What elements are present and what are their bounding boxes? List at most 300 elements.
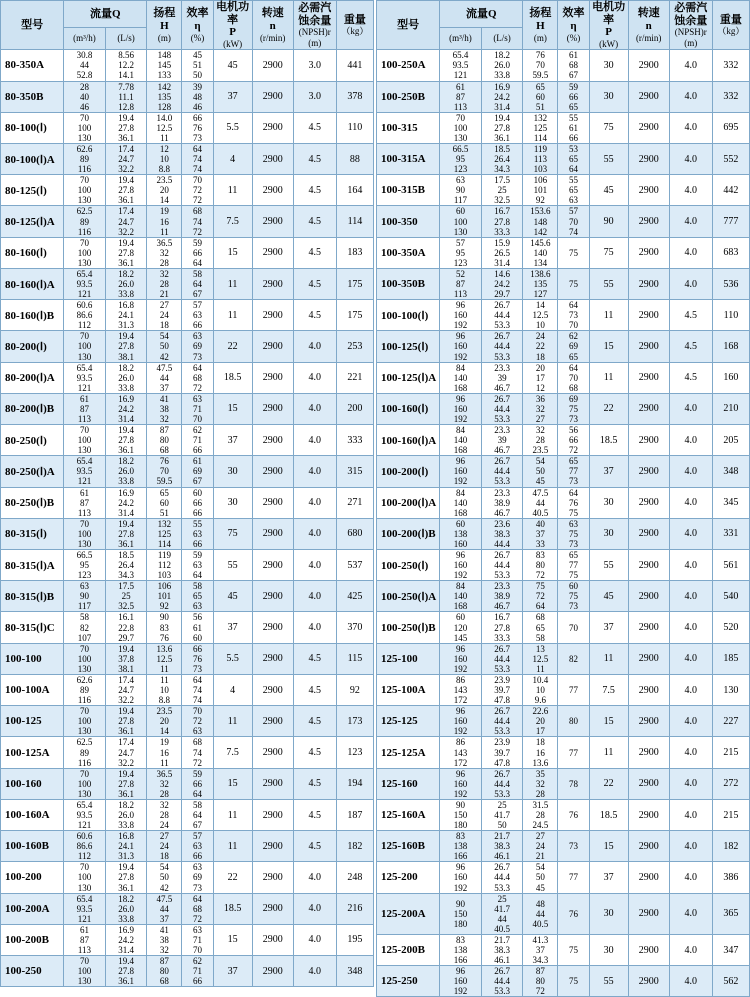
cell-weight: 114 xyxy=(336,206,373,237)
cell-model: 100-200B xyxy=(1,924,64,955)
cell-efficiency: 58 65 63 xyxy=(182,581,213,612)
cell-efficiency: 63 71 70 xyxy=(182,393,213,424)
cell-flow-ls: 17.4 24.7 32.2 xyxy=(105,737,147,768)
cell-speed: 2900 xyxy=(628,487,669,518)
cell-head: 142 135 128 xyxy=(147,81,182,112)
cell-power: 37 xyxy=(589,456,628,487)
cell-power: 22 xyxy=(589,768,628,799)
cell-efficiency: 39 48 46 xyxy=(182,81,213,112)
cell-head: 106 101 92 xyxy=(523,175,558,206)
cell-flow-m3h: 96 160 192 xyxy=(440,393,482,424)
cell-weight: 110 xyxy=(336,112,373,143)
table-row xyxy=(1,581,374,612)
cell-flow-m3h: 61 87 113 xyxy=(64,924,106,955)
left-table-container xyxy=(0,0,374,997)
table-row xyxy=(1,799,374,830)
cell-power: 45 xyxy=(213,581,252,612)
cell-power: 11 xyxy=(213,706,252,737)
cell-speed: 2900 xyxy=(252,143,293,174)
cell-weight: 215 xyxy=(712,799,749,830)
cell-model: 100-125(Ⅰ)A xyxy=(377,362,440,393)
table-row xyxy=(1,237,374,268)
cell-flow-m3h: 84 140 168 xyxy=(440,362,482,393)
cell-speed: 2900 xyxy=(252,674,293,705)
cell-npsh: 4.0 xyxy=(293,425,336,456)
cell-speed: 2900 xyxy=(252,831,293,862)
cell-npsh: 4.0 xyxy=(293,331,336,362)
cell-weight: 168 xyxy=(712,331,749,362)
cell-speed: 2900 xyxy=(628,393,669,424)
cell-flow-ls: 18.5 26.4 34.3 xyxy=(481,143,523,174)
col-flow: 流量Q xyxy=(64,1,147,28)
table-row xyxy=(377,674,750,705)
cell-speed: 2900 xyxy=(252,768,293,799)
cell-efficiency: 78 xyxy=(558,768,589,799)
cell-flow-m3h: 58 82 107 xyxy=(64,612,106,643)
col-speed xyxy=(252,1,293,50)
cell-npsh: 4.5 xyxy=(293,768,336,799)
cell-flow-m3h: 96 160 192 xyxy=(440,706,482,737)
cell-efficiency: 80 xyxy=(558,706,589,737)
cell-flow-m3h: 70 100 130 xyxy=(64,768,106,799)
col-weight xyxy=(336,1,373,50)
pump-spec-table-right xyxy=(376,0,750,997)
cell-weight: 552 xyxy=(712,143,749,174)
cell-efficiency: 61 69 67 xyxy=(182,456,213,487)
cell-speed: 2900 xyxy=(252,737,293,768)
cell-weight: 187 xyxy=(336,799,373,830)
table-row xyxy=(1,737,374,768)
cell-efficiency: 64 68 72 xyxy=(182,893,213,924)
cell-power: 4 xyxy=(213,143,252,174)
cell-weight: 348 xyxy=(336,956,373,987)
cell-npsh: 4.0 xyxy=(669,934,712,965)
cell-flow-ls: 23.9 39.7 47.8 xyxy=(481,674,523,705)
cell-efficiency: 62 69 65 xyxy=(558,331,589,362)
cell-speed: 2900 xyxy=(252,612,293,643)
table-row xyxy=(1,768,374,799)
cell-flow-m3h: 70 100 130 xyxy=(64,112,106,143)
cell-flow-ls: 19.4 27.8 36.1 xyxy=(105,518,147,549)
table-row xyxy=(377,393,750,424)
cell-flow-ls: 19.4 27.8 36.1 xyxy=(105,862,147,893)
cell-weight: 115 xyxy=(336,643,373,674)
cell-model: 100-125 xyxy=(1,706,64,737)
cell-head: 14.0 12.5 11 xyxy=(147,112,182,143)
table-row xyxy=(1,831,374,862)
cell-power: 55 xyxy=(589,268,628,299)
cell-flow-m3h: 70 100 130 xyxy=(64,643,106,674)
cell-power: 11 xyxy=(589,362,628,393)
cell-speed: 2900 xyxy=(628,893,669,934)
cell-efficiency: 61 68 67 xyxy=(558,50,589,81)
cell-power: 11 xyxy=(213,799,252,830)
cell-flow-ls: 26.7 44.4 53.3 xyxy=(481,643,523,674)
cell-head: 27 24 18 xyxy=(147,300,182,331)
cell-speed: 2900 xyxy=(252,300,293,331)
cell-power: 37 xyxy=(589,612,628,643)
cell-npsh: 4.0 xyxy=(669,674,712,705)
cell-flow-m3h: 70 100 130 xyxy=(64,862,106,893)
table-row xyxy=(377,737,750,768)
cell-speed: 2900 xyxy=(628,456,669,487)
cell-weight: 88 xyxy=(336,143,373,174)
cell-efficiency: 76 xyxy=(558,893,589,934)
col-power-unit: (kW) xyxy=(599,38,619,49)
cell-efficiency: 70 72 72 xyxy=(182,175,213,206)
cell-efficiency: 77 xyxy=(558,862,589,893)
table-row xyxy=(377,643,750,674)
cell-speed: 2900 xyxy=(252,456,293,487)
cell-flow-m3h: 57 95 123 xyxy=(440,237,482,268)
cell-power: 15 xyxy=(213,237,252,268)
cell-flow-ls: 26.7 44.4 53.3 xyxy=(481,966,523,997)
col-head xyxy=(147,1,182,50)
cell-weight: 175 xyxy=(336,268,373,299)
cell-power: 75 xyxy=(589,237,628,268)
cell-weight: 562 xyxy=(712,966,749,997)
col-npsh xyxy=(669,1,712,50)
cell-flow-ls: 25 41.7 50 xyxy=(481,799,523,830)
cell-efficiency: 60 75 73 xyxy=(558,581,589,612)
cell-speed: 2900 xyxy=(628,768,669,799)
cell-speed: 2900 xyxy=(252,706,293,737)
cell-npsh: 4.5 xyxy=(293,112,336,143)
cell-head: 54 50 42 xyxy=(147,862,182,893)
cell-efficiency: 57 70 74 xyxy=(558,206,589,237)
cell-model: 80-160(Ⅰ) xyxy=(1,237,64,268)
cell-npsh: 4.0 xyxy=(293,924,336,955)
col-eff-unit: (%) xyxy=(566,32,581,43)
cell-model: 100-100 xyxy=(1,643,64,674)
cell-efficiency: 59 63 64 xyxy=(182,550,213,581)
table-row xyxy=(377,456,750,487)
cell-speed: 2900 xyxy=(628,425,669,456)
cell-flow-m3h: 66.5 95 123 xyxy=(440,143,482,174)
cell-head: 32 28 21 xyxy=(147,268,182,299)
cell-power: 55 xyxy=(589,966,628,997)
cell-model: 80-315(Ⅰ)A xyxy=(1,550,64,581)
cell-efficiency: 77 xyxy=(558,674,589,705)
cell-weight: 683 xyxy=(712,237,749,268)
cell-model: 125-125A xyxy=(377,737,440,768)
cell-power: 55 xyxy=(589,550,628,581)
cell-speed: 2900 xyxy=(628,612,669,643)
cell-npsh: 4.0 xyxy=(669,487,712,518)
cell-weight: 123 xyxy=(336,737,373,768)
cell-flow-m3h: 96 160 192 xyxy=(440,300,482,331)
cell-weight: 332 xyxy=(712,50,749,81)
cell-power: 30 xyxy=(213,487,252,518)
cell-weight: 205 xyxy=(712,425,749,456)
table-row xyxy=(1,550,374,581)
cell-head: 36 32 27 xyxy=(523,393,558,424)
cell-npsh: 3.0 xyxy=(293,50,336,81)
col-power xyxy=(589,1,628,50)
cell-head: 27 24 21 xyxy=(523,831,558,862)
cell-weight: 370 xyxy=(336,612,373,643)
cell-weight: 536 xyxy=(712,268,749,299)
cell-weight: 182 xyxy=(336,831,373,862)
cell-power: 37 xyxy=(589,862,628,893)
cell-efficiency: 70 72 63 xyxy=(182,706,213,737)
cell-weight: 332 xyxy=(712,81,749,112)
cell-speed: 2900 xyxy=(252,112,293,143)
cell-speed: 2900 xyxy=(252,175,293,206)
cell-flow-m3h: 84 140 168 xyxy=(440,425,482,456)
col-efficiency xyxy=(182,1,213,50)
cell-head: 22.6 20 17 xyxy=(523,706,558,737)
cell-npsh: 4.5 xyxy=(293,831,336,862)
cell-efficiency: 55 65 63 xyxy=(558,175,589,206)
cell-model: 125-200 xyxy=(377,862,440,893)
cell-npsh: 4.0 xyxy=(669,456,712,487)
cell-power: 30 xyxy=(213,456,252,487)
table-row xyxy=(1,674,374,705)
cell-speed: 2900 xyxy=(252,581,293,612)
cell-flow-ls: 19.4 27.8 36.1 xyxy=(105,112,147,143)
col-model: 型号 xyxy=(1,1,64,50)
cell-weight: 271 xyxy=(336,487,373,518)
cell-speed: 2900 xyxy=(252,487,293,518)
cell-flow-m3h: 63 90 117 xyxy=(440,175,482,206)
col-speed-symbol: n xyxy=(269,19,276,32)
cell-speed: 2900 xyxy=(252,862,293,893)
cell-flow-ls: 19.4 27.8 36.1 xyxy=(105,175,147,206)
cell-flow-ls: 17.4 24.7 32.2 xyxy=(105,143,147,174)
col-power-label: 电机功率 xyxy=(216,1,250,26)
cell-efficiency: 66 76 73 xyxy=(182,643,213,674)
table-row xyxy=(377,799,750,830)
cell-npsh: 4.0 xyxy=(293,487,336,518)
cell-power: 7.5 xyxy=(213,737,252,768)
cell-weight: 540 xyxy=(712,581,749,612)
col-npsh-unit: (m) xyxy=(308,37,322,48)
cell-weight: 173 xyxy=(336,706,373,737)
cell-head: 68 65 58 xyxy=(523,612,558,643)
col-npsh xyxy=(293,1,336,50)
cell-power: 45 xyxy=(589,581,628,612)
cell-power: 18.5 xyxy=(589,799,628,830)
cell-weight: 216 xyxy=(336,893,373,924)
cell-npsh: 4.0 xyxy=(669,831,712,862)
cell-npsh: 4.0 xyxy=(669,612,712,643)
cell-speed: 2900 xyxy=(628,237,669,268)
table-row xyxy=(377,81,750,112)
cell-weight: 680 xyxy=(336,518,373,549)
cell-speed: 2900 xyxy=(252,799,293,830)
cell-npsh: 4.0 xyxy=(669,112,712,143)
col-flow-unit-m3h: (m³/h) xyxy=(440,27,482,49)
cell-flow-ls: 17.4 24.7 32.2 xyxy=(105,206,147,237)
table-row xyxy=(377,612,750,643)
cell-flow-m3h: 65.4 93.5 121 xyxy=(440,50,482,81)
cell-weight: 215 xyxy=(712,737,749,768)
cell-model: 100-200 xyxy=(1,862,64,893)
col-head-unit: (m) xyxy=(533,32,547,43)
cell-power: 11 xyxy=(589,737,628,768)
cell-head: 11 10 8.8 xyxy=(147,674,182,705)
table-row xyxy=(377,206,750,237)
cell-flow-m3h: 96 160 192 xyxy=(440,862,482,893)
table-row xyxy=(1,362,374,393)
cell-head: 145.6 140 134 xyxy=(523,237,558,268)
cell-npsh: 4.0 xyxy=(669,237,712,268)
cell-head: 106 101 92 xyxy=(147,581,182,612)
cell-power: 15 xyxy=(213,768,252,799)
cell-power: 30 xyxy=(589,893,628,934)
cell-efficiency: 68 74 72 xyxy=(182,206,213,237)
cell-efficiency: 55 61 66 xyxy=(558,112,589,143)
table-row xyxy=(377,362,750,393)
cell-speed: 2900 xyxy=(628,206,669,237)
cell-model: 80-250(Ⅰ)A xyxy=(1,456,64,487)
cell-flow-m3h: 65.4 93.5 121 xyxy=(64,799,106,830)
cell-model: 125-100A xyxy=(377,674,440,705)
col-npsh-label: 必需汽蚀余量 xyxy=(298,2,332,27)
cell-model: 100-125(Ⅰ) xyxy=(377,331,440,362)
cell-efficiency: 58 64 67 xyxy=(182,799,213,830)
cell-npsh: 4.5 xyxy=(293,175,336,206)
col-flow-unit-m3h: (m³/h) xyxy=(64,27,106,49)
cell-power: 18.5 xyxy=(213,362,252,393)
cell-efficiency: 64 68 72 xyxy=(182,362,213,393)
col-npsh-unit: (m) xyxy=(684,37,698,48)
cell-npsh: 4.5 xyxy=(293,799,336,830)
table-row xyxy=(377,50,750,81)
cell-efficiency: 45 51 50 xyxy=(182,50,213,81)
cell-power: 45 xyxy=(589,175,628,206)
cell-npsh: 4.0 xyxy=(669,393,712,424)
cell-model: 100-200(Ⅰ)A xyxy=(377,487,440,518)
cell-weight: 221 xyxy=(336,362,373,393)
cell-flow-ls: 18.2 26.0 33.8 xyxy=(481,50,523,81)
cell-npsh: 4.0 xyxy=(669,893,712,934)
cell-model: 125-250 xyxy=(377,966,440,997)
table-row xyxy=(1,393,374,424)
table-header-right xyxy=(377,1,750,50)
cell-flow-ls: 26.7 44.4 53.3 xyxy=(481,862,523,893)
cell-speed: 2900 xyxy=(628,518,669,549)
col-flow: 流量Q xyxy=(440,1,523,28)
cell-efficiency: 64 74 74 xyxy=(182,143,213,174)
cell-flow-ls: 26.7 44.4 53.3 xyxy=(481,768,523,799)
cell-model: 100-125A xyxy=(1,737,64,768)
cell-speed: 2900 xyxy=(628,112,669,143)
cell-efficiency: 64 76 75 xyxy=(558,487,589,518)
cell-weight: 248 xyxy=(336,862,373,893)
cell-model: 80-350A xyxy=(1,50,64,81)
cell-flow-m3h: 28 40 46 xyxy=(64,81,106,112)
cell-weight: 441 xyxy=(336,50,373,81)
col-npsh-symbol: (NPSH)r xyxy=(298,27,331,38)
cell-model: 100-100A xyxy=(1,674,64,705)
cell-efficiency: 59 66 64 xyxy=(182,768,213,799)
cell-efficiency: 75 xyxy=(558,268,589,299)
col-flow-unit-ls: (L/s) xyxy=(105,27,147,49)
cell-speed: 2900 xyxy=(628,934,669,965)
col-weight-label: 重量 xyxy=(719,13,742,26)
cell-model: 100-200(Ⅰ) xyxy=(377,456,440,487)
cell-efficiency: 64 70 68 xyxy=(558,362,589,393)
cell-flow-ls: 17.5 25 32.5 xyxy=(481,175,523,206)
cell-flow-ls: 19.4 37.8 38.1 xyxy=(105,643,147,674)
cell-flow-m3h: 84 140 168 xyxy=(440,581,482,612)
cell-efficiency: 59 66 65 xyxy=(558,81,589,112)
cell-efficiency: 57 63 66 xyxy=(182,831,213,862)
cell-model: 125-160A xyxy=(377,799,440,830)
cell-head: 47.5 44 40.5 xyxy=(523,487,558,518)
cell-flow-ls: 23.3 38.9 46.7 xyxy=(481,487,523,518)
cell-flow-ls: 7.78 11.1 12.8 xyxy=(105,81,147,112)
cell-flow-ls: 16.9 24.2 31.4 xyxy=(105,924,147,955)
cell-flow-ls: 17.5 25 32.5 xyxy=(105,581,147,612)
cell-flow-m3h: 61 87 113 xyxy=(440,81,482,112)
cell-flow-ls: 19.4 27.8 38.1 xyxy=(105,331,147,362)
cell-model: 80-200(Ⅰ)B xyxy=(1,393,64,424)
cell-efficiency: 58 64 67 xyxy=(182,268,213,299)
table-row xyxy=(377,768,750,799)
cell-flow-m3h: 86 143 172 xyxy=(440,674,482,705)
cell-power: 5.5 xyxy=(213,643,252,674)
cell-power: 55 xyxy=(213,550,252,581)
cell-speed: 2900 xyxy=(252,643,293,674)
cell-flow-m3h: 30.8 44 52.8 xyxy=(64,50,106,81)
cell-flow-ls: 21.7 38.3 46.1 xyxy=(481,831,523,862)
cell-weight: 183 xyxy=(336,237,373,268)
cell-weight: 210 xyxy=(712,393,749,424)
cell-head: 54 50 45 xyxy=(523,456,558,487)
cell-npsh: 4.5 xyxy=(669,362,712,393)
cell-npsh: 4.5 xyxy=(669,300,712,331)
cell-power: 15 xyxy=(589,706,628,737)
table-row xyxy=(1,893,374,924)
table-row xyxy=(377,518,750,549)
col-weight-unit: （kg） xyxy=(717,26,745,37)
cell-npsh: 4.0 xyxy=(669,550,712,581)
cell-head: 75 72 64 xyxy=(523,581,558,612)
cell-weight: 378 xyxy=(336,81,373,112)
cell-npsh: 4.0 xyxy=(669,50,712,81)
cell-head: 47.5 44 37 xyxy=(147,362,182,393)
cell-flow-ls: 16.9 24.2 31.4 xyxy=(105,393,147,424)
col-speed-symbol: n xyxy=(645,19,652,32)
cell-flow-m3h: 90 150 180 xyxy=(440,799,482,830)
cell-efficiency: 53 65 64 xyxy=(558,143,589,174)
cell-efficiency: 60 66 66 xyxy=(182,487,213,518)
cell-flow-m3h: 70 100 130 xyxy=(64,956,106,987)
cell-head: 65 60 51 xyxy=(523,81,558,112)
cell-head: 132 125 114 xyxy=(147,518,182,549)
cell-flow-m3h: 60.6 86.6 112 xyxy=(64,300,106,331)
col-eff-symbol: η xyxy=(194,19,201,32)
cell-head: 153.6 148 142 xyxy=(523,206,558,237)
table-row xyxy=(377,300,750,331)
table-row xyxy=(1,206,374,237)
cell-model: 80-315(Ⅰ)C xyxy=(1,612,64,643)
cell-flow-ls: 19.4 27.8 36.1 xyxy=(105,425,147,456)
cell-flow-ls: 25 41.7 44 40.5 xyxy=(481,893,523,934)
cell-power: 11 xyxy=(213,300,252,331)
cell-weight: 537 xyxy=(336,550,373,581)
cell-model: 100-200(Ⅰ)B xyxy=(377,518,440,549)
cell-flow-m3h: 96 160 192 xyxy=(440,966,482,997)
cell-power: 30 xyxy=(589,518,628,549)
cell-npsh: 4.0 xyxy=(293,956,336,987)
cell-model: 80-160(Ⅰ)B xyxy=(1,300,64,331)
table-row xyxy=(377,550,750,581)
cell-npsh: 4.0 xyxy=(669,862,712,893)
